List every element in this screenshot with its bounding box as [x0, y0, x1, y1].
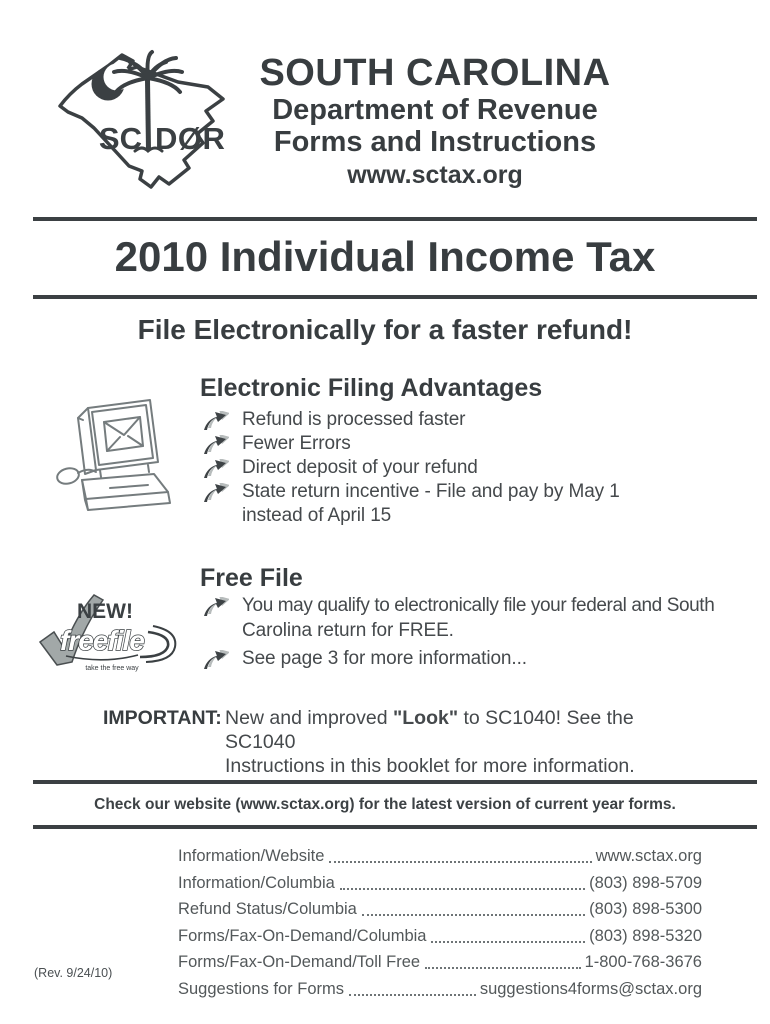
- contact-label: Forms/Fax-On-Demand/Columbia: [178, 926, 427, 945]
- divider: [33, 780, 757, 784]
- bullet-text: You may qualify to electronically file your federal and South: [242, 595, 715, 616]
- dot-leader: [329, 861, 591, 863]
- list-item: [203, 594, 770, 643]
- list-item: [203, 647, 770, 671]
- website-url: www.sctax.org: [347, 161, 523, 189]
- list-item: [203, 408, 620, 432]
- divider: [33, 295, 757, 299]
- bullet-text: Fewer Errors: [242, 433, 351, 454]
- envelope-icon: [104, 417, 143, 451]
- contact-value: 1-800-768-3676: [584, 953, 702, 971]
- computer-illustration: [52, 396, 192, 524]
- mouse-icon: [56, 466, 96, 486]
- efile-tagline: File Electronically for a faster refund!: [137, 314, 633, 345]
- arrow-bullet-icon: [203, 650, 229, 670]
- list-item: [203, 480, 620, 504]
- arrow-bullet-icon: [203, 483, 229, 503]
- revision-note: (Rev. 9/24/10): [34, 966, 113, 980]
- freefile-tagline: take the free way: [85, 665, 139, 672]
- computer-email-icon: [52, 396, 192, 524]
- contact-label: Suggestions for Forms: [178, 979, 344, 998]
- dot-leader: [340, 888, 585, 890]
- dot-leader: [349, 994, 476, 996]
- arrow-bullet-icon: [203, 459, 229, 479]
- dot-leader: [362, 914, 585, 916]
- contact-row: [178, 847, 702, 866]
- bullet-text-continued: Carolina return for FREE.: [242, 620, 454, 641]
- contact-row: [178, 980, 702, 999]
- arrow-bullet-icon: [203, 597, 229, 617]
- important-label: IMPORTANT:: [103, 707, 222, 729]
- important-text-line2: Instructions in this booklet for more information.: [225, 755, 635, 777]
- contact-label: Information/Website: [178, 847, 325, 865]
- booklet-subtitle: Forms and Instructions: [273, 126, 597, 158]
- arrow-bullet-icon: [203, 435, 229, 455]
- contact-value: www.sctax.org: [595, 847, 702, 865]
- contact-label: Forms/Fax-On-Demand/Toll Free: [178, 953, 421, 971]
- freefile-heading: Free File: [200, 564, 303, 592]
- freefile-logo: [36, 590, 178, 678]
- contact-label: Information/Columbia: [178, 873, 335, 892]
- contact-row: [178, 927, 702, 946]
- freefile-wordmark: freefile: [60, 625, 144, 656]
- contact-value: (803) 898-5320: [589, 926, 702, 945]
- efa-list: [203, 408, 620, 528]
- new-label: NEW!: [77, 600, 133, 623]
- sc-state-outline-icon: [56, 46, 268, 196]
- page-title: 2010 Individual Income Tax: [114, 233, 656, 280]
- contact-list: [178, 847, 702, 1006]
- scdor-logo: [56, 46, 268, 196]
- list-item: [203, 456, 620, 480]
- contact-value: (803) 898-5709: [589, 873, 702, 892]
- important-emphasis: "Look": [393, 707, 459, 729]
- contact-value: (803) 898-5300: [589, 900, 702, 918]
- freefile-list: [203, 594, 770, 671]
- contact-row: [178, 953, 702, 972]
- logo-acronym-right: DØR: [155, 121, 226, 156]
- dot-leader: [431, 941, 585, 943]
- bullet-continuation: instead of April 15: [242, 505, 392, 526]
- contact-row: [178, 874, 702, 893]
- dot-leader: [425, 967, 581, 969]
- divider: [33, 825, 757, 829]
- important-note: [103, 706, 703, 778]
- bullet-text: Refund is processed faster: [242, 409, 466, 430]
- freefile-logo-icon: [36, 590, 178, 678]
- divider: [33, 217, 757, 221]
- masthead: [248, 52, 622, 190]
- list-item: [203, 432, 620, 456]
- important-body: [225, 706, 703, 778]
- arrow-bullet-icon: [203, 411, 229, 431]
- bullet-text: See page 3 for more information...: [242, 648, 527, 669]
- important-text: New and improved: [225, 707, 393, 729]
- contact-label: Refund Status/Columbia: [178, 900, 357, 918]
- bullet-text: State return incentive - File and pay by May 1: [242, 481, 620, 502]
- contact-row: [178, 900, 702, 919]
- bullet-text: Direct deposit of your refund: [242, 457, 478, 478]
- dept-name: Department of Revenue: [272, 94, 598, 126]
- logo-acronym-left: SC: [98, 121, 142, 156]
- org-name: SOUTH CAROLINA: [259, 52, 611, 94]
- important-text: to SC1040! See the SC1040: [225, 707, 634, 753]
- efa-heading: Electronic Filing Advantages: [200, 374, 543, 402]
- contact-value: suggestions4forms@sctax.org: [479, 979, 702, 998]
- website-banner: Check our website (www.sctax.org) for the latest version of current year forms.: [94, 796, 676, 813]
